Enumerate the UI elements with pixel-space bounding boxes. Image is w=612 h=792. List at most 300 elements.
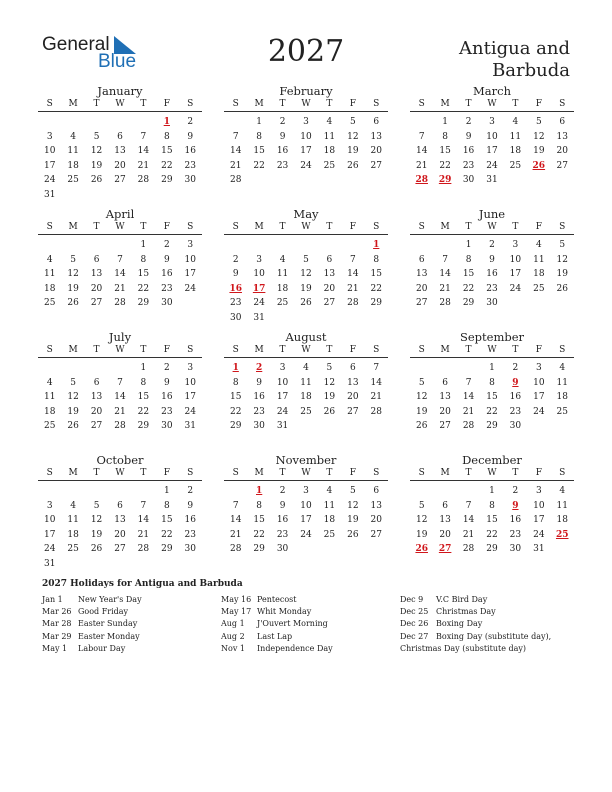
day: 7 [418,131,425,142]
day: 17 [533,392,545,403]
empty-day [108,238,131,253]
day: 24 [253,298,265,309]
day: 29 [370,298,382,309]
day: 20 [323,283,336,294]
day: 23 [462,160,475,171]
day: 17 [43,529,56,540]
day: 20 [439,529,451,540]
day: 22 [486,529,498,540]
weekday-label: S [232,345,239,355]
day: 6 [326,254,333,265]
day: 23 [509,529,522,540]
weekday-label: F [349,345,356,355]
weekday-label: F [535,345,542,355]
month-january [38,84,202,203]
day: 23 [184,529,196,540]
holiday-date: Dec 25 [400,607,429,617]
empty-day [38,484,61,499]
weekday-label: M [254,222,264,232]
day: 26 [67,421,79,432]
day: 26 [347,529,359,540]
day: 12 [300,269,312,280]
weekday-label: S [559,345,566,355]
day: 15 [486,515,498,526]
weekday-label: S [46,345,53,355]
day: 4 [46,377,53,388]
day: 8 [373,254,380,265]
day: 25 [556,406,568,417]
day: 26 [300,298,312,309]
weekday-label: W [115,468,125,478]
day: 22 [161,160,173,171]
day: 18 [43,283,56,294]
empty-day [108,484,131,499]
month-name: September [459,330,525,344]
day: 3 [535,363,542,373]
weekday-label: W [487,99,497,109]
day: 20 [556,146,568,157]
day: 19 [533,146,545,157]
day-grid [224,112,388,188]
day: 27 [556,160,568,171]
day: 1 [489,363,495,373]
day: 1 [465,240,472,250]
weekday-label: W [115,222,125,232]
day: 15 [137,269,150,280]
day: 3 [46,500,53,511]
day: 4 [512,117,519,127]
weekday-label: W [487,222,497,232]
day: 30 [184,175,196,186]
day: 14 [347,269,359,280]
weekday-label: F [163,468,170,478]
day: 10 [184,377,196,388]
holiday-row [42,594,142,606]
day: 3 [303,117,309,127]
day: 10 [43,146,56,157]
day: 7 [465,500,472,511]
day: 13 [347,377,359,388]
day-grid [224,481,388,557]
day: 5 [418,377,425,388]
day: 30 [161,421,173,432]
day: 13 [370,131,382,142]
day: 6 [93,377,100,388]
weekday-label: M [254,99,264,109]
weekday-label: S [232,468,239,478]
weekday-label: T [465,345,472,355]
day: 24 [300,529,312,540]
month-december [410,453,574,557]
holiday-row [42,606,142,618]
weekday-label: M [440,468,450,478]
weekday-label: T [512,468,519,478]
empty-day [410,484,433,499]
day: 25 [276,298,289,309]
weekday-label: M [440,345,450,355]
day: 16 [276,146,289,157]
day: 21 [137,529,150,540]
holiday-row [400,618,551,630]
day: 18 [276,283,289,294]
day: 19 [415,406,428,417]
day: 21 [439,283,451,294]
day: 29 [137,298,150,309]
day: 4 [326,486,333,496]
day: 10 [533,500,545,511]
day: 4 [326,117,333,127]
day: 15 [439,146,451,157]
day: 3 [303,486,309,496]
day: 15 [137,392,150,403]
day: 10 [300,131,312,142]
day: 12 [67,392,79,403]
day-grid [38,358,202,434]
day: 15 [253,515,265,526]
day: 28 [229,175,242,186]
holiday-row [221,643,333,655]
day: 12 [415,392,428,403]
holiday-date: Dec 27 [400,631,429,641]
day: 25 [533,283,545,294]
weekday-label: W [301,99,311,109]
weekday-label: F [163,99,170,109]
day: 6 [418,254,425,265]
day: 13 [370,500,382,511]
day: 22 [229,406,242,417]
day: 13 [90,269,103,280]
weekday-label: T [465,468,472,478]
day: 5 [535,117,542,127]
day: 12 [67,269,79,280]
day: 5 [326,363,333,373]
holiday-day: 28 [415,175,428,186]
month-name: December [462,453,522,467]
day: 31 [486,175,498,186]
day: 24 [184,283,196,294]
day: 10 [43,515,56,526]
holidays-column [42,594,142,655]
month-name: January [97,84,143,98]
day: 11 [323,131,336,142]
day: 27 [370,160,382,171]
holiday-day: 1 [163,117,170,127]
empty-day [108,361,131,376]
day: 11 [67,515,79,526]
month-name: February [279,84,333,98]
day: 22 [439,160,451,171]
weekday-label: T [140,345,147,355]
day: 4 [535,240,542,250]
day: 22 [253,529,265,540]
empty-day [341,238,364,253]
month-august [224,330,388,434]
day: 2 [279,117,286,127]
day: 6 [373,486,380,496]
day: 21 [370,392,382,403]
day: 31 [184,421,196,432]
weekday-label: T [93,222,100,232]
weekday-label: M [68,468,78,478]
weekday-label: M [440,222,450,232]
day: 16 [486,269,498,280]
day: 16 [276,515,289,526]
holiday-row [42,631,142,643]
day: 2 [465,117,472,127]
day: 8 [256,500,262,511]
day: 2 [279,486,286,496]
day: 2 [489,240,495,250]
day-grid [224,235,388,326]
holiday-name: Good Friday [78,607,129,617]
month-may [224,207,388,326]
day: 7 [465,377,472,388]
day: 23 [253,406,265,417]
day: 8 [489,377,495,388]
day: 17 [300,146,312,157]
day: 8 [232,377,239,388]
day: 26 [556,283,568,294]
day: 18 [67,529,79,540]
empty-day [433,361,456,376]
day: 21 [229,160,242,171]
day: 21 [462,406,475,417]
weekday-label: F [163,345,170,355]
day: 16 [184,515,196,526]
day: 4 [70,500,76,511]
day: 10 [533,377,545,388]
day: 15 [161,515,173,526]
weekday-label: M [254,468,264,478]
day: 19 [300,283,312,294]
day: 19 [347,146,359,157]
day: 15 [462,269,475,280]
holiday-day: 1 [232,363,239,373]
day: 4 [46,254,53,265]
weekday-label: S [46,468,53,478]
weekday-header [224,221,388,235]
day: 17 [184,269,196,280]
weekday-label: M [68,99,78,109]
day: 20 [90,283,103,294]
day: 13 [114,146,126,157]
day: 25 [67,544,79,555]
holiday-date: May 16 [221,595,252,604]
weekday-label: T [93,468,100,478]
day: 29 [486,421,498,432]
weekday-label: S [373,99,380,109]
weekday-label: W [487,468,497,478]
day: 20 [370,146,382,157]
day: 29 [486,544,498,555]
weekday-label: T [279,345,286,355]
day: 30 [486,298,498,309]
day: 27 [370,529,382,540]
day: 11 [556,377,568,388]
month-november [224,453,388,557]
empty-day [38,238,61,253]
day-grid [410,112,574,188]
day: 26 [415,421,428,432]
holiday-name: V.C Bird Day [436,595,488,604]
day: 23 [161,406,173,417]
weekday-label: S [373,345,380,355]
holiday-date: Jan 1 [42,595,63,604]
day: 18 [323,146,336,157]
day: 15 [486,392,498,403]
day: 18 [556,392,568,403]
day: 22 [161,529,173,540]
day: 24 [486,160,498,171]
day: 16 [509,515,522,526]
holiday-name: Christmas Day (substitute day) [400,643,526,653]
day: 24 [276,406,289,417]
day: 2 [187,486,194,496]
day: 1 [489,486,495,496]
weekday-label: M [68,345,78,355]
day-grid [38,481,202,572]
day: 5 [349,486,356,496]
day: 14 [229,515,242,526]
day: 18 [556,515,568,526]
day: 30 [509,544,522,555]
day: 11 [556,500,568,511]
weekday-label: F [349,99,356,109]
weekday-label: T [326,345,333,355]
holiday-name: Whit Monday [257,607,312,617]
holiday-name: J'Ouvert Morning [257,619,328,629]
weekday-label: T [93,99,100,109]
day: 19 [90,160,103,171]
weekday-label: F [535,99,542,109]
weekday-label: W [115,99,125,109]
day: 20 [114,160,126,171]
day: 22 [370,283,382,294]
day: 8 [489,500,495,511]
day: 20 [114,529,126,540]
day: 18 [43,406,56,417]
weekday-label: W [301,222,311,232]
day: 28 [439,298,451,309]
logo [42,34,142,74]
holiday-row [42,643,142,655]
day: 18 [533,269,545,280]
day: 21 [114,406,126,417]
day: 1 [140,363,147,373]
holiday-day: 25 [555,529,569,540]
day: 12 [556,254,568,265]
day: 7 [117,254,123,265]
holiday-name: Boxing Day (substitute day), [436,631,552,641]
day: 10 [184,254,196,265]
day: 23 [486,283,498,294]
holiday-day: 9 [512,500,519,511]
day: 24 [43,175,56,186]
day: 19 [556,269,568,280]
month-name: July [108,330,132,344]
day-grid [38,112,202,203]
empty-day [318,238,341,253]
day: 11 [533,254,545,265]
day: 3 [256,254,262,265]
day: 7 [373,363,380,373]
month-name: November [275,453,337,467]
day: 15 [161,146,173,157]
country-name [370,38,570,82]
day: 30 [276,544,289,555]
day: 7 [140,131,147,142]
holiday-day: 27 [438,544,452,555]
day: 28 [347,298,359,309]
weekday-label: S [46,99,53,109]
holiday-date: May 17 [221,607,252,617]
day: 2 [187,117,194,127]
holiday-row [42,618,142,630]
day: 28 [114,298,126,309]
day: 11 [509,131,522,142]
day: 31 [43,558,56,569]
day: 17 [533,515,545,526]
month-july [38,330,202,434]
empty-day [38,115,61,130]
empty-day [433,238,456,253]
day: 23 [509,406,522,417]
day-grid [410,481,574,557]
day: 7 [232,500,239,511]
empty-day [271,238,294,253]
day: 6 [442,377,448,388]
day: 12 [323,377,336,388]
day: 21 [462,529,475,540]
day: 22 [253,160,265,171]
day: 29 [229,421,242,432]
day: 8 [140,254,147,265]
weekday-label: W [301,468,311,478]
weekday-header [38,98,202,112]
day: 14 [439,269,451,280]
weekday-label: T [140,222,147,232]
day: 10 [276,377,289,388]
day: 7 [117,377,123,388]
holiday-row [400,631,551,643]
empty-day [433,484,456,499]
empty-day [61,484,84,499]
day: 17 [43,160,56,171]
day: 26 [90,544,103,555]
day: 27 [415,298,428,309]
month-name: May [293,207,319,221]
day: 18 [67,160,79,171]
day: 16 [161,269,173,280]
day: 31 [253,312,265,323]
day-grid [410,358,574,434]
holiday-day: 17 [252,283,266,294]
holiday-row [221,631,333,643]
day: 28 [462,544,475,555]
empty-day [85,238,108,253]
day: 11 [276,269,289,280]
weekday-label: F [349,222,356,232]
day: 10 [300,500,312,511]
day: 25 [43,298,56,309]
holiday-date: Dec 9 [400,595,424,604]
holiday-day: 16 [229,283,242,294]
day: 26 [323,406,336,417]
day-grid [224,358,388,434]
weekday-label: T [326,222,333,232]
weekday-label: T [140,468,147,478]
month-february [224,84,388,188]
